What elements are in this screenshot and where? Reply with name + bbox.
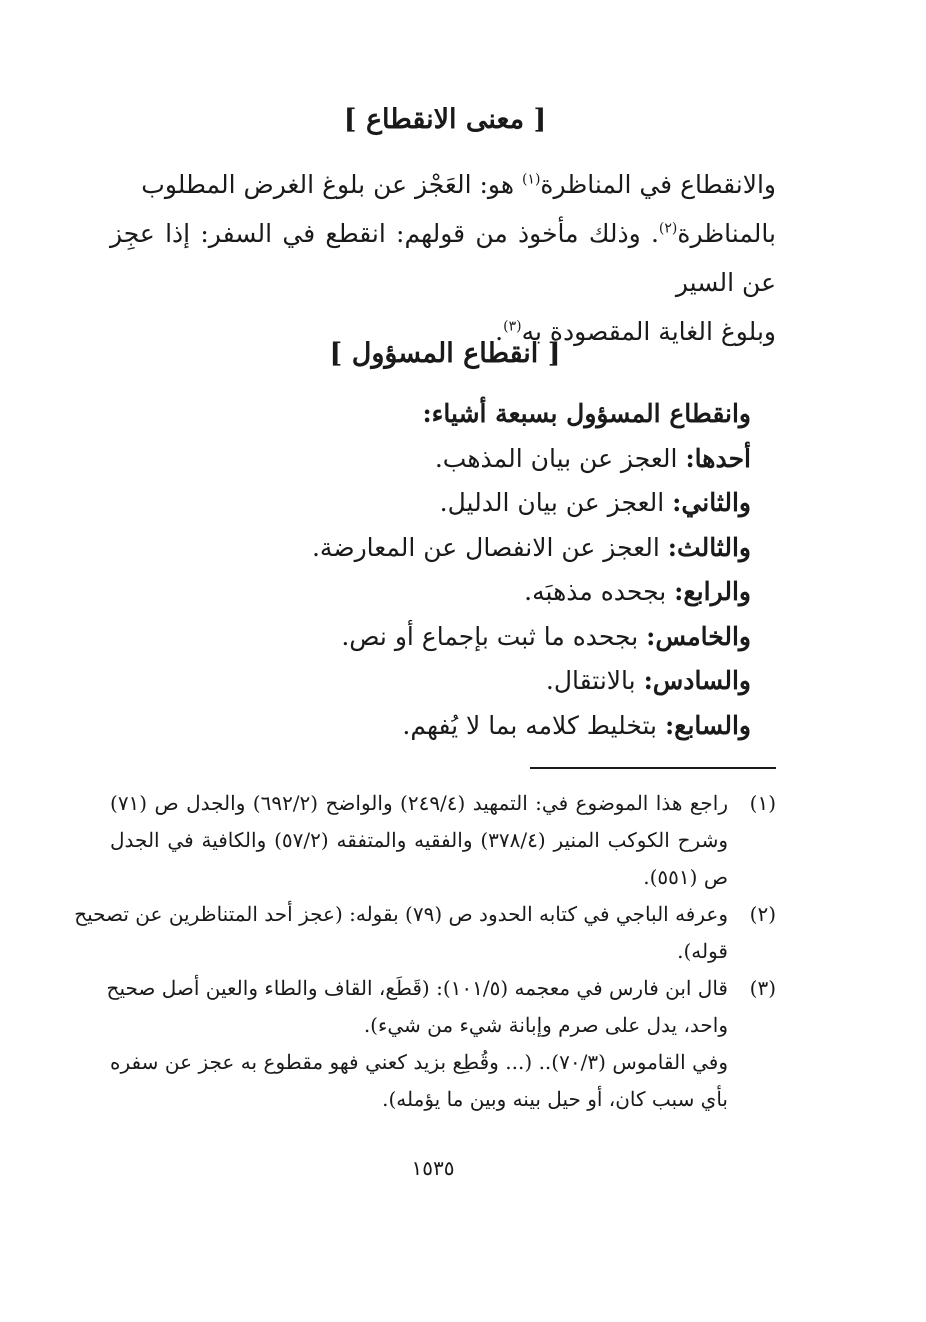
footnote-line: بأي سبب كان، أو حيل بينه وبين ما يؤمله).: [382, 1087, 728, 1111]
paragraph-text-3a: وبلوغ الغاية المقصودة به: [521, 317, 776, 346]
footnote-line: وعرفه الباجي في كتابه الحدود ص (٧٩) بقوله: (عجز أحد المتناظرين عن تصحيح: [74, 902, 728, 926]
list-item-label: والسادس:: [643, 666, 751, 695]
definition-paragraph: [110, 160, 776, 356]
list-item: [151, 437, 751, 482]
paragraph-text-2b: . وذلك مأخوذ من قولهم: انقطع في السفر: إذا عجِز عن السير: [110, 219, 776, 297]
list-item-label: أحدها:: [685, 443, 751, 473]
footnote-1: [110, 785, 776, 896]
paragraph-text-1b: هو: العَجْز عن بلوغ الغرض المطلوب: [141, 170, 522, 199]
footnote-line: واحد، يدل على صرم وإبانة شيء من شيء).: [363, 1013, 728, 1037]
list-item: [151, 570, 751, 615]
paragraph-text-1a: والانقطاع في المناظرة: [540, 170, 776, 199]
list-item-label: والثالث:: [667, 532, 751, 562]
section-heading-respondent-inqita: [ انقطاع المسؤول ]: [329, 338, 561, 369]
paragraph-line-2: [110, 209, 776, 307]
footnote-line: وفي القاموس (٧٠/٣).. (... وقُطِع بزيد كعني فهو مقطوع به عجز عن سفره: [110, 1050, 729, 1074]
footnote-line: راجع هذا الموضوع في: التمهيد (٢٤٩/٤) والواضح (٦٩٢/٢) والجدل ص (٧١): [110, 791, 728, 815]
footnote-line: ص (٥٥١).: [643, 865, 728, 889]
footnote-line: قوله).: [677, 939, 728, 963]
list-item-label: والثاني:: [672, 488, 751, 517]
seven-things-list: [151, 392, 751, 748]
list-item-text: بتخليط كلامه بما لا يُفهم.: [402, 710, 665, 740]
list-item: [151, 526, 751, 571]
list-item-text: العجز عن الانفصال عن المعارضة.: [311, 532, 668, 562]
paragraph-text-3b: .: [495, 317, 504, 346]
footnote-line: قال ابن فارس في معجمه (١٠١/٥): (قَطَع، القاف والطاء والعين أصل صحيح: [106, 976, 728, 1000]
paragraph-text-2a: بالمناظرة: [677, 219, 776, 248]
footnote-3: [106, 970, 776, 1118]
list-item-text: بجحده مذهبَه.: [524, 577, 675, 606]
list-item: [151, 615, 751, 660]
list-item-label: والخامس:: [646, 621, 751, 651]
footnotes: [74, 785, 776, 1118]
list-item-text: بالانتقال.: [545, 666, 644, 695]
footnote-ref-3: (٣): [503, 318, 522, 335]
footnote-number: (١): [749, 791, 776, 815]
footnote-ref-2: (٢): [658, 220, 678, 237]
footnote-number: (٣): [749, 976, 776, 1000]
list-item: [151, 704, 751, 749]
section-heading-meaning-of-inqita: [ معنى الانقطاع ]: [343, 104, 547, 135]
list-item: [151, 481, 751, 526]
page-number: ١٥٣٥: [411, 1156, 455, 1180]
list-item-text: العجز عن بيان الدليل.: [439, 488, 673, 517]
list-item-text: بجحده ما ثبت بإجماع أو نص.: [341, 621, 647, 651]
footnote-separator: [530, 767, 776, 769]
list-item-text: العجز عن بيان المذهب.: [434, 443, 686, 473]
list-item-label: والسابع:: [664, 710, 751, 740]
footnote-2: [74, 896, 776, 970]
footnote-ref-1: (١): [521, 171, 541, 188]
paragraph-line-1: [110, 160, 776, 209]
footnote-line: وشرح الكوكب المنير (٣٧٨/٤) والفقيه والمتفقه (٥٧/٢) والكافية في الجدل: [110, 828, 729, 852]
list-item-label: والرابع:: [674, 577, 751, 606]
footnote-number: (٢): [749, 902, 776, 926]
list-intro: وانقطاع المسؤول بسبعة أشياء:: [422, 399, 751, 428]
list-item: [151, 659, 751, 704]
